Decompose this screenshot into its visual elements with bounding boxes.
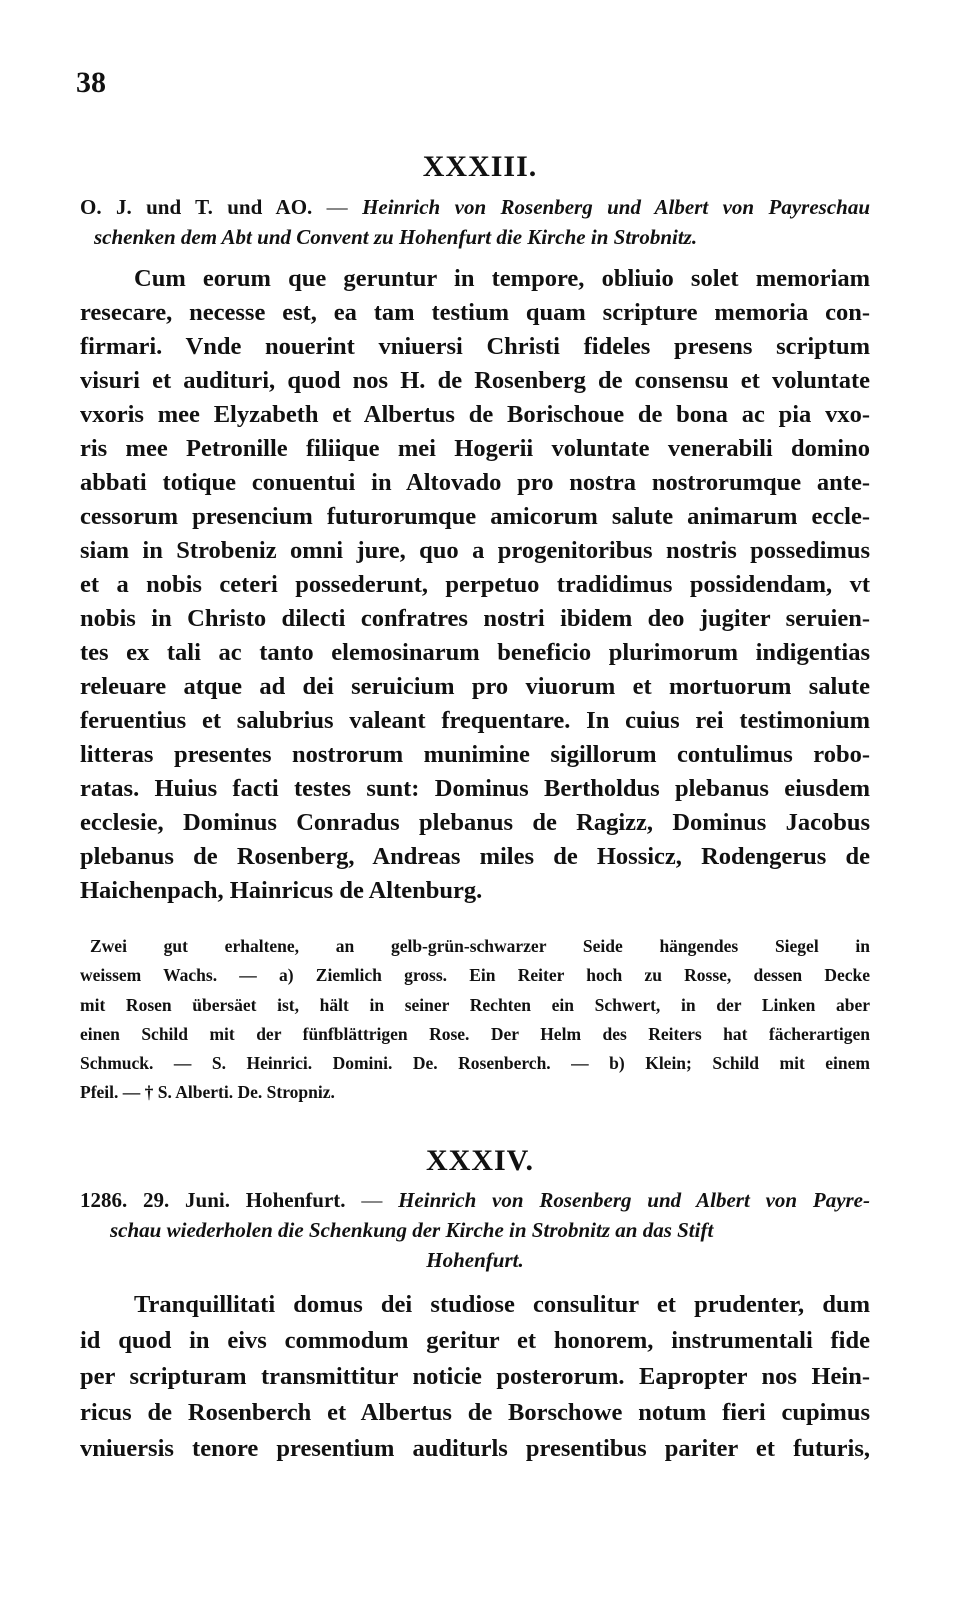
text-line: plebanus de Rosenberg, Andreas miles de Hossicz, Rodengerus de [80, 843, 870, 870]
text-line: resecare, necesse est, ea tam testium quam scripture memoria con- [80, 299, 870, 326]
regest-summary-line: Hohenfurt. [426, 1248, 524, 1272]
note-line: Zwei gut erhaltene, an gelb-grün-schwarzer Seide hängendes Siegel in [90, 936, 870, 956]
regest-dash: — [326, 195, 348, 219]
seal-note-xxxiii [80, 932, 870, 1108]
text-line: nobis in Christo dilecti confratres nostri ibidem deo jugiter seruien- [80, 605, 870, 632]
text-line: releuare atque ad dei seruicium pro viuorum et mortuorum salute [80, 673, 870, 700]
document-text-xxxiii [80, 262, 870, 908]
section-heading-xxxiii: XXXIII. [422, 150, 538, 183]
text-line: ecclesie, Dominus Conradus plebanus de Ragizz, Dominus Jacobus [80, 809, 870, 836]
note-line: Schmuck. — S. Heinrici. Domini. De. Rosenberch. — b) Klein; Schild mit einem [80, 1053, 870, 1074]
document-text-xxxiv [80, 1287, 870, 1467]
text-line: litteras presentes nostrorum munimine sigillorum contulimus robo- [80, 741, 870, 768]
text-line: firmari. Vnde nouerint vniuersi Christi fideles presens scriptum [80, 333, 870, 360]
text-line: tes ex tali ac tanto elemosinarum beneficio plurimorum indigentias [80, 639, 870, 666]
text-line: id quod in eivs commodum geritur et honorem, instrumentali fide [80, 1327, 870, 1354]
note-line: mit Rosen übersäet ist, hält in seiner Rechten ein Schwert, in der Linken aber [80, 994, 870, 1015]
regest-line [80, 1185, 870, 1215]
text-line: ricus de Rosenberch et Albertus de Borschowe notum fieri cupimus [80, 1399, 870, 1426]
regest-xxxiii [80, 192, 870, 252]
text-line: per scripturam transmittitur noticie posterorum. Eapropter nos Hein- [80, 1363, 870, 1390]
regest-date: O. J. und T. und AO. [80, 195, 313, 219]
text-line: cessorum presencium futurorumque amicorum salute animarum eccle- [80, 503, 870, 530]
text-line: feruentius et salubrius valeant frequentare. In cuius rei testimonium [80, 707, 870, 734]
regest-dash: — [361, 1188, 383, 1212]
note-line: weissem Wachs. — a) Ziemlich gross. Ein Reiter hoch zu Rosse, dessen Decke [80, 965, 870, 986]
text-line: siam in Strobeniz omni jure, quo a progenitoribus nostris possedimus [80, 537, 870, 564]
regest-xxxiv [80, 1185, 870, 1275]
regest-summary-line: Heinrich von Rosenberg und Albert von Payre- [398, 1188, 870, 1212]
text-line: ratas. Huius facti testes sunt: Dominus Bertholdus plebanus eiusdem [80, 775, 870, 802]
text-line: ris mee Petronille filiique mei Hogerii voluntate venerabili domino [80, 435, 870, 462]
text-line: Haichenpach, Hainricus de Altenburg. [80, 877, 483, 904]
regest-line [80, 192, 870, 222]
text-line: vniuersis tenore presentium auditurls presentibus pariter et futuris, [80, 1435, 870, 1462]
regest-summary-line: schenken dem Abt und Convent zu Hohenfurt die Kirche in Strobnitz. [94, 225, 698, 249]
regest-summary-line: Heinrich von Rosenberg und Albert von Payreschau [362, 195, 870, 219]
text-line: abbati totique conuentui in Altovado pro nostra nostrorumque ante- [80, 469, 870, 496]
regest-summary-line: schau wiederholen die Schenkung der Kirche in Strobnitz an das Stift [110, 1218, 714, 1242]
text-line: et a nobis ceteri possederunt, perpetuo tradidimus possidendam, vt [80, 571, 870, 598]
section-heading-xxxiv: XXXIV. [426, 1144, 534, 1177]
regest-date: 1286. 29. Juni. Hohenfurt. [80, 1188, 346, 1212]
note-line: Pfeil. — † S. Alberti. De. Stropniz. [80, 1082, 335, 1103]
text-line: visuri et audituri, quod nos H. de Rosenberg de consensu et voluntate [80, 367, 870, 394]
page-number: 38 [76, 66, 106, 99]
text-line: Cum eorum que geruntur in tempore, obliuio solet memoriam [134, 265, 870, 292]
note-line: einen Schild mit der fünfblättrigen Rose. Der Helm des Reiters hat fächerartigen [80, 1023, 870, 1044]
text-line: vxoris mee Elyzabeth et Albertus de Borischoue de bona ac pia vxo- [80, 401, 870, 428]
text-line: Tranquillitati domus dei studiose consulitur et prudenter, dum [134, 1291, 870, 1318]
